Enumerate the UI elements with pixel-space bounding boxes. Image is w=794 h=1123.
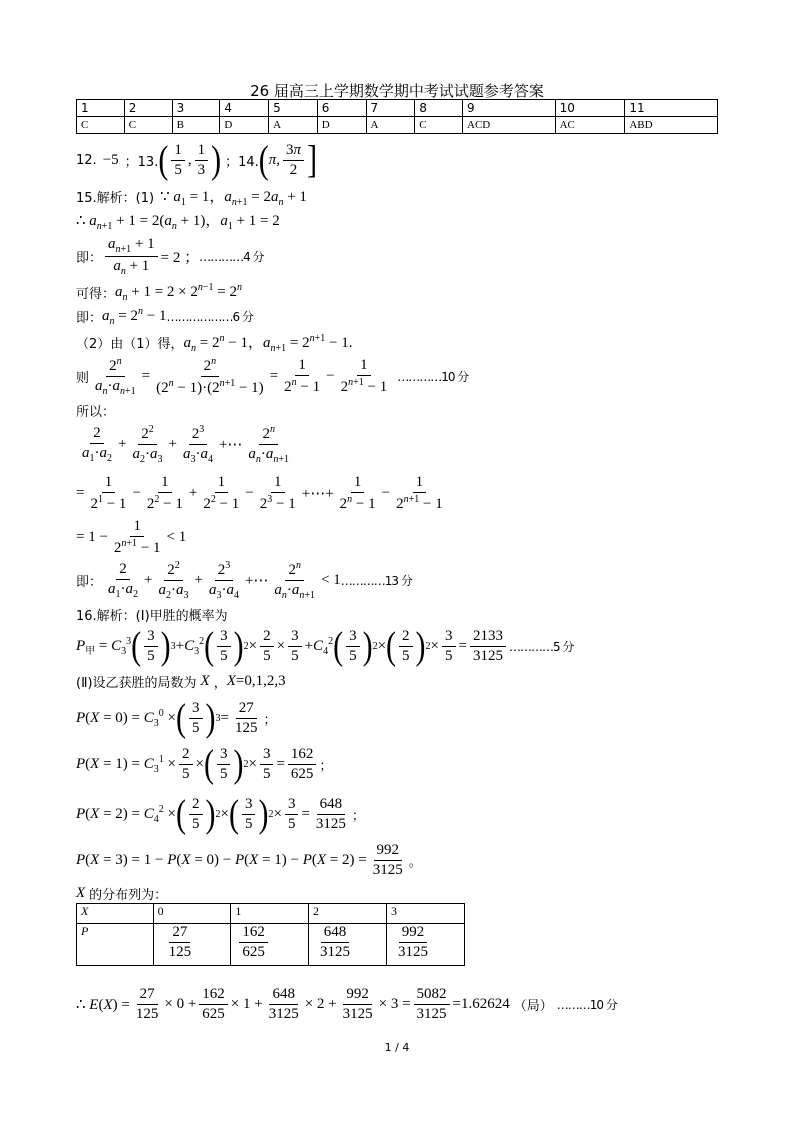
answer-table <box>76 99 718 134</box>
p0-den: 125 <box>234 720 258 736</box>
q15-line-3: 即： $\frac{a_{n+1} + 1}{a_n + 1}$ = 2 ； …………4 分 <box>76 236 264 277</box>
q15-line-7: 则 $\frac{2^n}{a_n\cdot a_{n+1}}$ = $\frac{2^n}{(2^n - 1)\cdot(2^{n+1} - 1)}$ = $\frac{1}{2^n - 1}$ − $\frac{1}{2^{n+1} - 1}$ …………10 分 <box>76 356 469 397</box>
dist-header-cell: 3 <box>387 904 465 924</box>
q15-line-1: 15.解析：(1) ∵ $a_1 = 1$，$a_{n+1} = 2a_n + 1$ <box>76 189 307 208</box>
suoyi-label: 所以： <box>76 405 116 420</box>
answer-letter: D <box>220 117 269 134</box>
answer-letter: A <box>269 117 318 134</box>
dist-prob-row <box>77 924 465 966</box>
q15-heading: 15.解析：(1) <box>76 191 155 206</box>
answer-number: 2 <box>124 100 172 117</box>
answer-letter: ACD <box>463 117 556 134</box>
answer-letter: ABD <box>625 117 718 134</box>
ex-unit: （局） <box>513 999 553 1014</box>
q15-line-11: = 1 − $\frac{1}{2^{n+1} - 1}$ < 1 <box>76 518 187 556</box>
dist-num: 992 <box>399 924 428 943</box>
score-6: ………………6 分 <box>166 310 253 324</box>
dist-header-cell: 0 <box>153 904 231 924</box>
dist-num: 27 <box>169 924 190 943</box>
p-jia-den: 3125 <box>472 648 503 664</box>
answer-number: 11 <box>625 100 718 117</box>
part2-label: (Ⅱ)设乙获胜的局数为 <box>76 676 197 691</box>
p1-den: 625 <box>290 766 314 782</box>
ji-label: 即： <box>76 251 103 266</box>
p3-den: 3125 <box>372 862 403 878</box>
answer-number: 3 <box>172 100 220 117</box>
dist-num: 162 <box>239 924 268 943</box>
score-10: …………10 分 <box>397 370 469 384</box>
part2-label: （2）由（1）得， <box>76 337 184 352</box>
dist-den: 625 <box>242 944 265 960</box>
q16-line-3: (Ⅱ)设乙获胜的局数为 X ， X =0,1,2,3 <box>76 673 286 691</box>
dist-header-cell: 1 <box>231 904 309 924</box>
dist-den: 3125 <box>320 944 351 960</box>
answer-number: 7 <box>366 100 415 117</box>
p0-num: 27 <box>236 700 257 719</box>
q15-line-12: 即： $\frac{2}{a_1\cdot a_2}$ + $\frac{2^2}{a_2\cdot a_3}$ + $\frac{2^3}{a_3\cdot a_4}$ +⋯ $\frac{2^n}{a_n\cdot a_{n+1}}$ < 1 …………13 分 <box>76 560 412 601</box>
ex-num: 5082 <box>414 986 450 1005</box>
dist-header-cell: X <box>77 904 154 924</box>
score-13: …………13 分 <box>340 574 412 588</box>
q16-line-2: $P_甲 = C_3^3$ ( $\frac{3}{5}$ ) 3 $+C_3^2$ ( $\frac{3}{5}$ ) 2 × $\frac{2}{5}$ × $\frac{3}{5}$ $+C_4^2$ ( $\frac{3}{5}$ ) 2 × ( $\frac{2}{5}$ ) 2 × $\frac{3}{5}$ = $\frac{2133}{3125}$ …………5 分 <box>76 624 574 668</box>
answer-number: 1 <box>77 100 125 117</box>
q12-answer: −5 <box>102 152 119 168</box>
expectation-line: ∴ E(X) = $\frac{27}{125}$ × 0 + $\frac{162}{625}$ × 1 + $\frac{648}{3125}$ × 2 + $\frac{992}{3125}$ × 3 = $\frac{5082}{3125}$ =1.62624 （局） ………10 分 <box>76 986 617 1022</box>
fill-in-answers-line: 12. −5 ；13. ( $\frac{1}{5}$ , $\frac{1}{3}$ ) ；14. ( π , $\frac{3\pi}{2}$ ] <box>76 138 318 182</box>
page-number: 1 / 4 <box>384 1041 410 1054</box>
answer-number-row <box>77 100 718 117</box>
answer-number: 8 <box>415 100 463 117</box>
q15-line-9: $\frac{2}{a_1\cdot a_2}$ + $\frac{2^2}{a_2\cdot a_3}$ + $\frac{2^3}{a_3\cdot a_4}$ +⋯ $\frac{2^n}{a_n\cdot a_{n+1}}$ <box>82 424 290 465</box>
dist-header-row <box>77 904 465 924</box>
q12-label: 12. <box>76 153 97 168</box>
answer-number: 9 <box>463 100 556 117</box>
q15-line-5: 即： $a_n = 2^n - 1$ ………………6 分 <box>76 306 253 327</box>
ex-den: 3125 <box>416 1006 447 1022</box>
dist-label-line: X 的分布列为： <box>76 885 168 903</box>
q16-line-1 <box>76 605 228 624</box>
q13-label: ；13. <box>124 155 159 170</box>
score-10-q16: ………10 分 <box>556 998 617 1012</box>
kede-label: 可得： <box>76 287 116 302</box>
q15-line-4: 可得： $a_n + 1 = 2 \times 2^{n-1} = 2^n$ <box>76 282 243 303</box>
distribution-table <box>76 903 465 966</box>
q15-line-10: = $\frac{1}{2^1 - 1}$ − $\frac{1}{2^2 - 1}$ + $\frac{1}{2^2 - 1}$ − $\frac{1}{2^3 - 1}$ +⋯+ $\frac{1}{2^n - 1}$ − $\frac{1}{2^{n+1} - 1}$ <box>76 474 443 512</box>
q16-p1-line: $P(X = 1) = C_3^1$ × $\frac{2}{5}$ × ( $\frac{3}{5}$ ) 2 × $\frac{3}{5}$ = $\frac{162}{625}$ ； <box>76 742 333 786</box>
ji-label: 即： <box>76 311 103 326</box>
answer-number: 4 <box>220 100 269 117</box>
score-4: …………4 分 <box>199 250 264 264</box>
q15-line-2: ∴ $a_{n+1} + 1 = 2(a_n + 1)$，$a_1 + 1 = 2$ <box>76 213 280 232</box>
answer-letter: B <box>172 117 220 134</box>
ze-label: 则 <box>76 371 90 386</box>
q16-p0-line: $P(X = 0) = C_3^0$ × ( $\frac{3}{5}$ ) 3 = $\frac{27}{125}$ ； <box>76 696 277 740</box>
dist-label: 的分布列为： <box>89 888 168 903</box>
q15-line-6: （2）由（1）得， $a_n = 2^n - 1$，$a_{n+1} = 2^{n+1} - 1$. <box>76 333 353 354</box>
ex-value: =1.62624 <box>452 996 510 1012</box>
answer-letter: C <box>415 117 463 134</box>
answer-letter: C <box>77 117 125 134</box>
q16-p3-line: P(X = 3) = 1 − P(X = 0) − P(X = 1) − P(X = 2) = $\frac{992}{3125}$ 。 <box>76 842 422 878</box>
q15-line-8 <box>76 401 115 420</box>
answer-number: 6 <box>317 100 366 117</box>
dist-row-label: P <box>77 924 154 966</box>
dist-den: 125 <box>168 944 192 960</box>
answer-letter: C <box>124 117 172 134</box>
page-title: 26 届高三上学期数学期中考试试题参考答案 <box>250 82 544 100</box>
p3-num: 992 <box>374 842 403 861</box>
dist-header-cell: 2 <box>309 904 387 924</box>
answer-letter: D <box>317 117 366 134</box>
q14-label: ；14. <box>225 155 259 170</box>
ji-label: 即： <box>76 575 103 590</box>
x-values: =0,1,2,3 <box>235 673 286 689</box>
answer-number: 10 <box>555 100 625 117</box>
p1-num: 162 <box>288 746 317 765</box>
answer-letter: AC <box>555 117 625 134</box>
dist-den: 3125 <box>398 944 428 960</box>
score-5: …………5 分 <box>508 640 574 654</box>
p2-num: 648 <box>317 796 346 815</box>
p2-den: 3125 <box>315 816 346 832</box>
q16-p2-line: $P(X = 2) = C_4^2$ × ( $\frac{2}{5}$ ) 2 × ( $\frac{3}{5}$ ) 2 × $\frac{3}{5}$ = $\frac{648}{3125}$ ； <box>76 792 365 836</box>
q16-heading: 16.解析：(Ⅰ)甲胜的概率为 <box>76 609 228 624</box>
p-jia-num: 2133 <box>470 628 506 647</box>
answer-letter-row <box>77 117 718 134</box>
answer-number: 5 <box>269 100 318 117</box>
dist-num: 648 <box>321 924 350 943</box>
answer-letter: A <box>366 117 415 134</box>
